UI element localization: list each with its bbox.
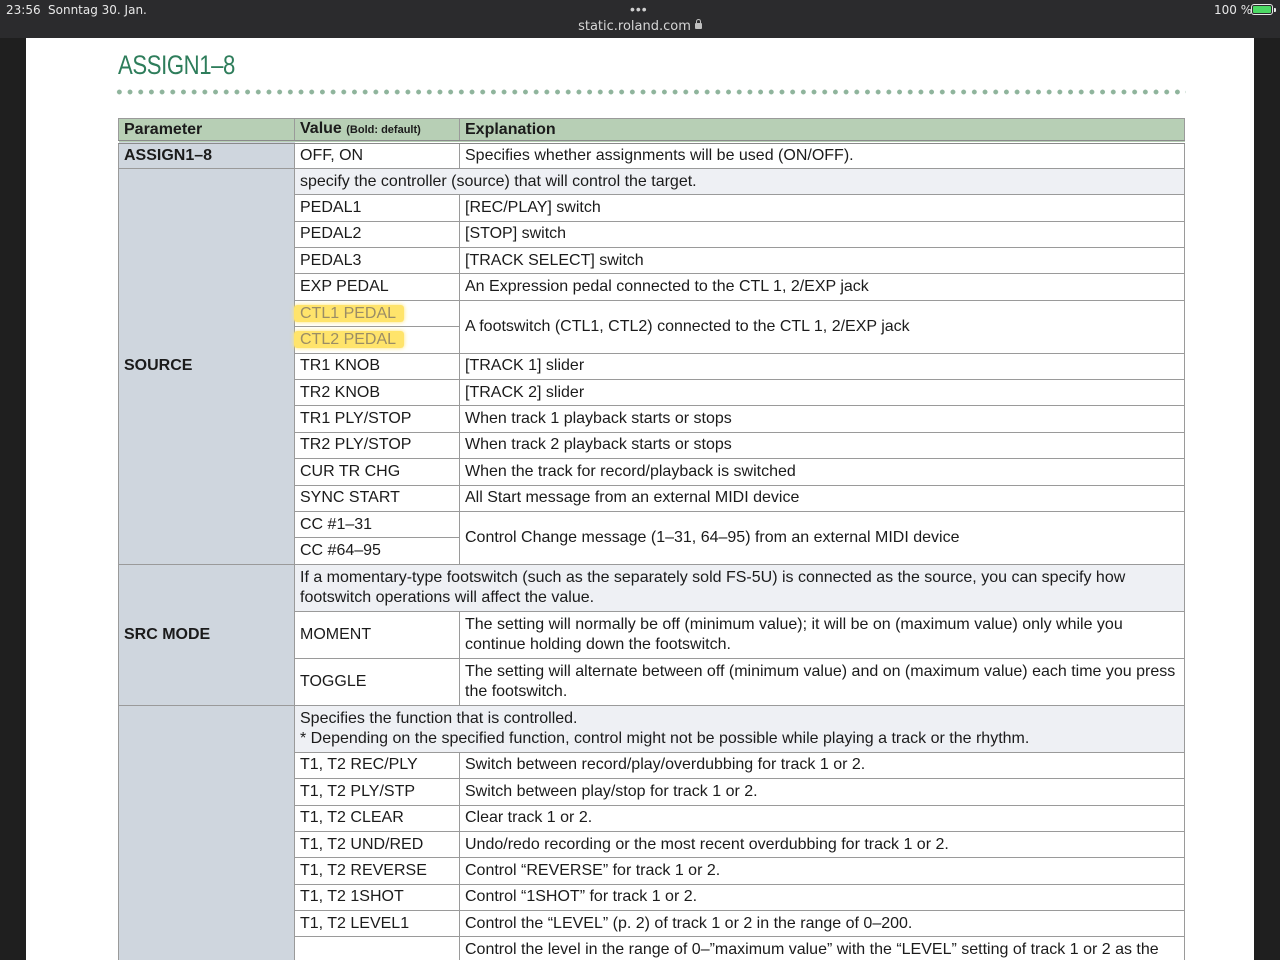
value-cell: OFF, ON (295, 142, 460, 168)
document-page[interactable] (26, 38, 1254, 960)
value-cell: T1, T2 CLEAR (295, 805, 460, 831)
value-cell: TOGGLE (295, 658, 460, 705)
explanation-cell: Switch between record/play/overdubbing for track 1 or 2. (460, 752, 1185, 778)
explanation-cell: When track 1 playback starts or stops (460, 406, 1185, 432)
explanation-cell: [REC/PLAY] switch (460, 195, 1185, 221)
value-cell: TR1 PLY/STOP (295, 406, 460, 432)
status-bar (0, 0, 1280, 38)
status-date: Sonntag 30. Jan. (48, 3, 147, 17)
url-text: static.roland.com (578, 19, 691, 34)
dotted-divider (114, 89, 1186, 95)
value-cell: CUR TR CHG (295, 459, 460, 485)
value-cell: PEDAL3 (295, 248, 460, 274)
address-bar[interactable] (0, 19, 1280, 34)
explanation-cell: Control “REVERSE” for track 1 or 2. (460, 858, 1185, 884)
header-value-note: (Bold: default) (346, 124, 421, 136)
description-line: Specifies the function that is controlled. (300, 709, 578, 727)
value-cell: SYNC START (295, 485, 460, 511)
status-time: 23:56 (6, 3, 41, 17)
value-cell: CC #1–31 (295, 511, 460, 537)
value-cell: PEDAL2 (295, 221, 460, 247)
explanation-cell: The setting will normally be off (minimum value); it will be on (maximum value) only while you continue holding down the footswitch. (460, 611, 1185, 658)
value-cell: TR2 PLY/STOP (295, 432, 460, 458)
explanation-cell: Undo/redo recording or the most recent overdubbing for track 1 or 2. (460, 831, 1185, 857)
value-cell: EXP PEDAL (295, 274, 460, 300)
param-cell: SRC MODE (119, 564, 295, 705)
table-row (119, 142, 1185, 168)
header-explanation: Explanation (460, 119, 1185, 143)
explanation-cell: Specifies whether assignments will be used (ON/OFF). (460, 142, 1185, 168)
explanation-cell: The setting will alternate between off (minimum value) and on (maximum value) each time you press the footswitch. (460, 658, 1185, 705)
highlighted-text: CTL1 PEDAL (294, 305, 404, 322)
header-value-label: Value (300, 120, 342, 137)
tab-menu-icon[interactable]: ••• (630, 1, 648, 17)
battery-icon (1251, 4, 1273, 15)
value-cell: T1, T2 PLY/STP (295, 779, 460, 805)
explanation-cell: [TRACK 2] slider (460, 380, 1185, 406)
explanation-cell: A footswitch (CTL1, CTL2) connected to the CTL 1, 2/EXP jack (460, 300, 1185, 353)
value-cell: T1, T2 LEVEL1 (295, 911, 460, 937)
explanation-cell: Control the level in the range of 0–”maximum value” with the “LEVEL” setting of track 1 or 2 as the (460, 937, 1185, 960)
header-parameter: Parameter (119, 119, 295, 143)
highlighted-text: CTL2 PEDAL (294, 331, 404, 348)
value-cell: T1, T2 1SHOT (295, 884, 460, 910)
value-cell (295, 937, 460, 960)
table-row (119, 564, 1185, 611)
description-cell: If a momentary-type footswitch (such as the separately sold FS-5U) is connected as the source, you can specify how footswitch operations will affect the value. (295, 564, 1185, 611)
param-cell: SOURCE (119, 168, 295, 564)
explanation-cell: [STOP] switch (460, 221, 1185, 247)
description-note: * Depending on the specified function, control might not be possible while playing a track or the rhythm. (300, 729, 1030, 747)
explanation-cell: All Start message from an external MIDI device (460, 485, 1185, 511)
lock-icon (695, 23, 702, 29)
value-cell: T1, T2 REC/PLY (295, 752, 460, 778)
value-cell (295, 300, 460, 326)
value-cell: TR2 KNOB (295, 380, 460, 406)
explanation-cell: [TRACK SELECT] switch (460, 248, 1185, 274)
table-row (119, 705, 1185, 752)
param-cell (119, 705, 295, 960)
description-cell: specify the controller (source) that will control the target. (295, 168, 1185, 194)
value-cell (295, 327, 460, 353)
param-cell: ASSIGN1–8 (119, 142, 295, 168)
header-value (295, 119, 460, 143)
explanation-cell: Control the “LEVEL” (p. 2) of track 1 or 2 in the range of 0–200. (460, 911, 1185, 937)
value-cell: MOMENT (295, 611, 460, 658)
value-cell: T1, T2 REVERSE (295, 858, 460, 884)
explanation-cell: [TRACK 1] slider (460, 353, 1185, 379)
explanation-cell: Switch between play/stop for track 1 or 2. (460, 779, 1185, 805)
value-cell: CC #64–95 (295, 538, 460, 564)
page-title: ASSIGN1–8 (118, 50, 235, 80)
explanation-cell: Control “1SHOT” for track 1 or 2. (460, 884, 1185, 910)
battery-fill (1253, 6, 1271, 13)
parameter-table (118, 118, 1185, 960)
explanation-cell: An Expression pedal connected to the CTL 1, 2/EXP jack (460, 274, 1185, 300)
battery-percent: 100 % (1214, 3, 1253, 17)
value-cell: PEDAL1 (295, 195, 460, 221)
description-cell (295, 705, 1185, 752)
explanation-cell: Control Change message (1–31, 64–95) from an external MIDI device (460, 511, 1185, 564)
table-row (119, 168, 1185, 194)
value-cell: T1, T2 UND/RED (295, 831, 460, 857)
explanation-cell: When track 2 playback starts or stops (460, 432, 1185, 458)
explanation-cell: Clear track 1 or 2. (460, 805, 1185, 831)
explanation-cell: When the track for record/playback is switched (460, 459, 1185, 485)
value-cell: TR1 KNOB (295, 353, 460, 379)
